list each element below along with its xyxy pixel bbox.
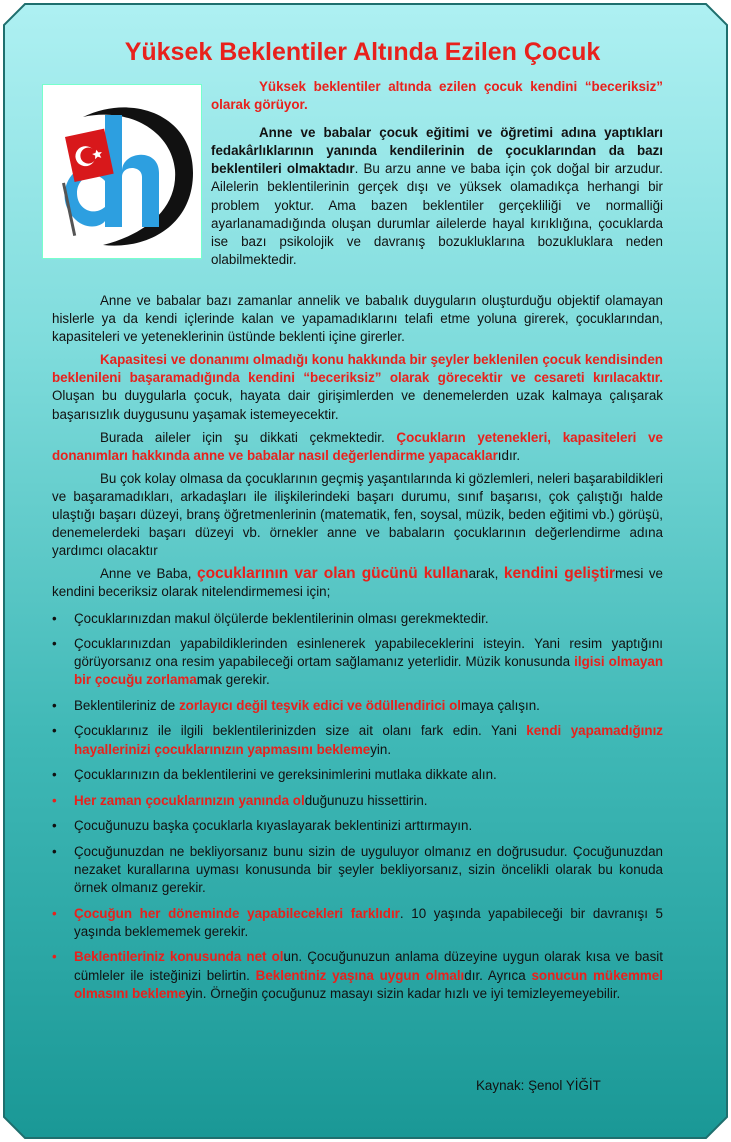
list-item: • Çocuklarınızdan yapabildiklerinden esinlenerek yapabileceklerini isteyin. Yani resim yaptığını görüyorsanız ona resim yapabileceği ortam sağlamanız yeterlidir. Müzik konusunda ilgisi olmayan bir çocuğu zorlamamak gerekir. <box>52 635 663 689</box>
list-item: • Çocuklarınız ile ilgili beklentilerinizden size ait olanı fark edin. Yani kendi yapamadığınız hayallerinizi çocuklarınızın yapmasını beklemeyin. <box>52 722 663 758</box>
list-item: • Çocuğun her döneminde yapabilecekleri farklıdır. 10 yaşında yapabileceği bir davranışı 5 yaşında beklememek gerekir. <box>52 905 663 941</box>
paragraph-7: Anne ve Baba, çocuklarının var olan gücünü kullanarak, kendini geliştirmesi ve kendini beceriksiz olarak nitelendirmemesi için; <box>52 565 663 600</box>
page-title: Yüksek Beklentiler Altında Ezilen Çocuk <box>124 38 601 66</box>
paragraph-3: Anne ve babalar bazı zamanlar annelik ve babalık duyguların oluşturduğu objektif olamayan hislerle ya da kendi içlerinde kalan ve yapamadıklarını telafi etme yoluna girerek, çocuklarından, kapasiteleri ve yeteneklerinin üstünde beklenti içine girerler. <box>52 293 663 345</box>
list-item: • Beklentileriniz de zorlayıcı değil teşvik edici ve ödüllendirici olmaya çalışın. <box>52 697 663 715</box>
recommendation-list <box>52 610 663 1003</box>
list-item: • Her zaman çocuklarınızın yanında olduğunuzu hissettirin. <box>52 792 663 810</box>
source-credit: Kaynak: Şenol YİĞİT <box>476 1078 601 1093</box>
dh-logo-icon <box>43 85 201 258</box>
paragraph-5: Burada aileler için şu dikkati çekmektedir. Çocukların yetenekleri, kapasiteleri ve donanımları hakkında anne ve babalar nasıl değerlendirme yapacaklarıdır. <box>52 429 663 463</box>
paragraph-4: Kapasitesi ve donanımı olmadığı konu hakkında bir şeyler beklenilen çocuk kendisinden beklenileni başaramadığında kendini “beceriksiz” olarak görecektir ve cesareti kırılacaktır. Oluşan bu duygularla çocuk, hayata dair girişimlerden ve denemelerden uzak kalmaya çalışarak başarısızlık duygusunu yaşamak istemeyecektir. <box>52 352 663 422</box>
intro-paragraph-2: Anne ve babalar çocuk eğitimi ve öğretimi adına yaptıkları fedakârlıklarının yanında kendilerinin de çocuklarından da bazı beklentileri olmaktadır. Bu arzu anne ve baba için çok doğal bir arzudur. Ailelerin beklentilerinin gerçek dışı ve yüksek olamadıkça herhangi bir problem yoktur. Ama bazen beklentiler gerçekliliği ve normalliği ayarlanamadığında oluşan durumlar ailelerde hayal kırıklığına, çocuklarda ise bazı psikolojik ve davranış bozukluklarına bozukluklara neden olabilmektedir. <box>211 125 663 267</box>
list-item: • Çocuğunuzu başka çocuklarla kıyaslayarak beklentinizi arttırmayın. <box>52 817 663 835</box>
list-item: • Beklentileriniz konusunda net olun. Çocuğunuzun anlama düzeyine uygun olarak kısa ve basit cümleler ile isteğinizi belirtin. Beklentiniz yaşına uygun olmalıdır. Ayrıca sonucun mükemmel olmasını beklemeyin. Örneğin çocuğunuz masayı sizin kadar hızlı ve iyi temizleyemeyebilir. <box>52 948 663 1002</box>
paragraph-6: Bu çok kolay olmasa da çocuklarının geçmiş yaşantılarında ki gözlemleri, neleri başarabildikleri ve başaramadıkları, arkadaşları ile ilişkilerindeki başarı durumu, sınıf başarısı, çok çalıştığı halde ulaştığı başarı düzeyi, branş öğretmenlerinin (matematik, fen, soysal, müzik, beden eğitimi vb.) görüşü, denemelerdeki başarı düzeyi vb. örnekler anne ve babaların çocuklarının değerlendirme adına yardımcı olacaktır <box>52 470 663 559</box>
list-item: • Çocuklarınızdan makul ölçülerde beklentilerinin olması gerekmektedir. <box>52 610 663 628</box>
intro-block <box>211 78 663 269</box>
intro-paragraph-1: Yüksek beklentiler altında ezilen çocuk kendini “beceriksiz” olarak görüyor. <box>211 79 663 113</box>
list-item: • Çocuğunuzdan ne bekliyorsanız bunu sizin de uyguluyor olmanız en doğrusudur. Çocuğunuzdan nezaket kurallarına uyması konusunda bir şeyler bekliyorsanız, sizin öncelikli olarak bu konuda örnek olmanız gerekir. <box>52 843 663 897</box>
list-item: • Çocuklarınızın da beklentilerini ve gereksinimlerini mutlaka dikkate alın. <box>52 766 663 784</box>
main-body <box>52 292 663 1010</box>
dh-logo <box>42 84 202 259</box>
